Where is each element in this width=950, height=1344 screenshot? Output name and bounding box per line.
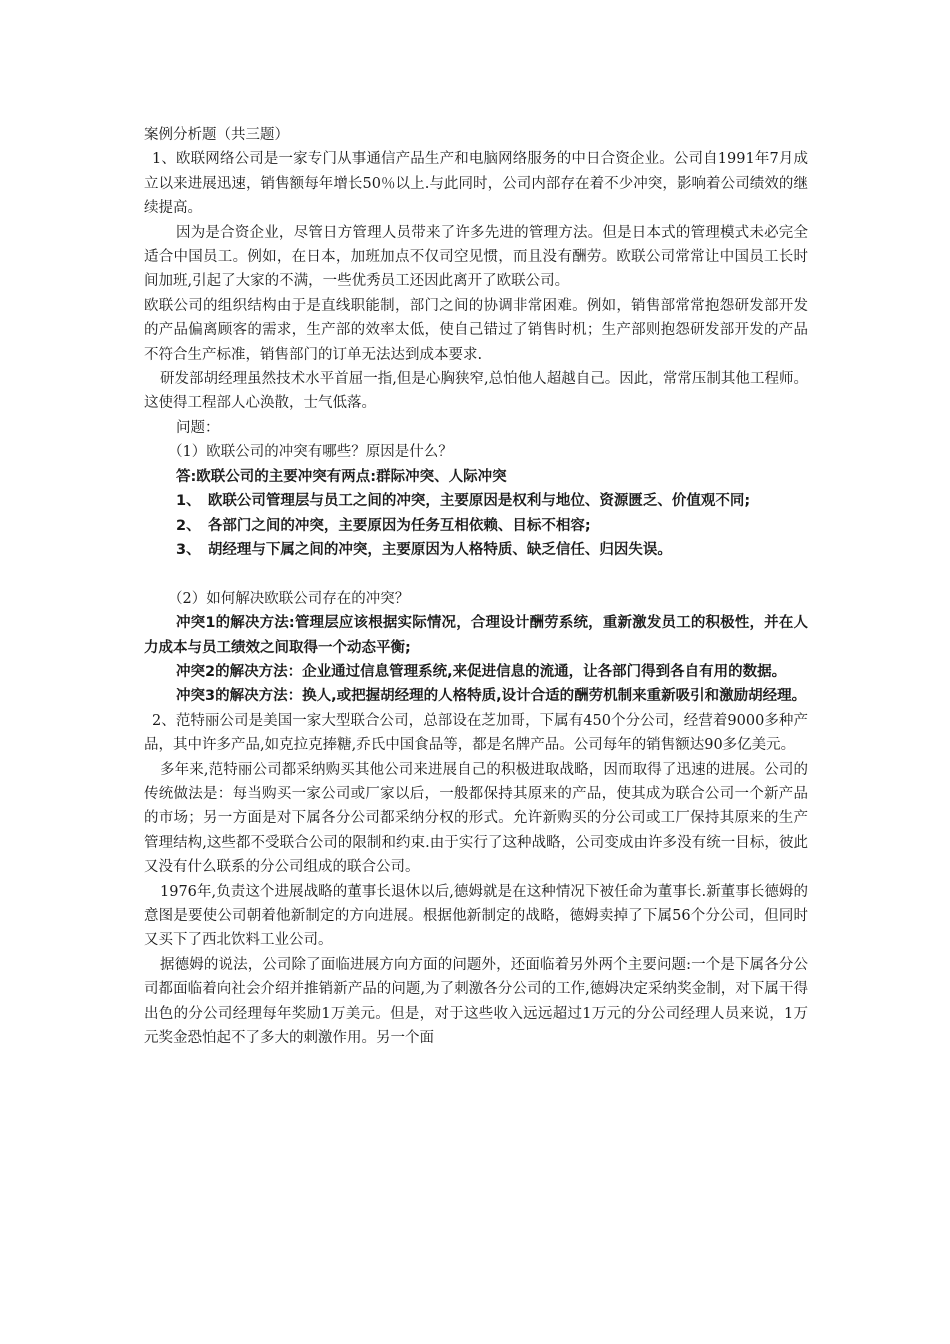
answer-2-item-1: 冲突1的解决方法:管理层应该根据实际情况，合理设计酬劳系统，重新激发员工的积极性，并在人力成本与员工绩效之间取得一个动态平衡; xyxy=(144,615,808,656)
case1-paragraph-4: 研发部胡经理虽然技术水平首屈一指,但是心胸狭窄,总怕他人超越自己。因此，常常压制其他工程师。这使得工程部人心涣散，士气低落。 xyxy=(144,371,808,412)
question-1: （1）欧联公司的冲突有哪些？原因是什么？ xyxy=(168,444,453,461)
answer-1-item-3: 3、 胡经理与下属之间的冲突，主要原因为人格特质、缺乏信任、归因失误。 xyxy=(176,541,672,558)
answer-2-item-3: 冲突3的解决方法：换人,或把握胡经理的人格特质,设计合适的酬劳机制来重新吸引和激励胡经理。 xyxy=(176,688,807,705)
case2-paragraph-4: 据德姆的说法，公司除了面临进展方向方面的问题外，还面临着另外两个主要问题:一个是下属各分公司都面临着向社会介绍并推销新产品的问题,为了刺激各分公司的工作,德姆决定采纳奖金制，对下属干得出色的分公司经理每年奖励1万美元。但是，对于这些收入远远超过1万元的分公司经理人员来说，1万元奖金恐怕起不了多大的刺激作用。另一个面 xyxy=(144,956,808,1047)
answer-1-item-1: 1、 欧联公司管理层与员工之间的冲突，主要原因是权利与地位、资源匮乏、价值观不同; xyxy=(176,493,751,510)
case2-paragraph-3: 1976年,负责这个进展战略的董事长退休以后,德姆就是在这种情况下被任命为董事长.新董事长德姆的意图是要使公司朝着他新制定的方向进展。根据他新制定的战略，德姆卖掉了下属56个分公司，但同时又买下了西北饮料工业公司。 xyxy=(144,883,808,949)
case2-paragraph-2: 多年来,范特丽公司都采纳购买其他公司来进展自己的积极进取战略，因而取得了迅速的进展。公司的传统做法是：每当购买一家公司或厂家以后，一般都保持其原来的产品，使其成为联合公司一个新产品的市场；另一方面是对下属各分公司都采纳分权的形式。允许新购买的分公司或工厂保持其原来的生产管理结构,这些都不受联合公司的限制和约束.由于实行了这种战略，公司变成由许多没有统一目标，彼此又没有什么联系的分公司组成的联合公司。 xyxy=(144,761,808,876)
document-page xyxy=(144,123,808,1050)
answer-1-intro: 答:欧联公司的主要冲突有两点:群际冲突、人际冲突 xyxy=(176,468,507,485)
question-2: （2）如何解决欧联公司存在的冲突？ xyxy=(168,590,410,607)
answer-1-item-2: 2、 各部门之间的冲突，主要原因为任务互相依赖、目标不相容; xyxy=(176,517,591,534)
case2-paragraph-1: 2、范特丽公司是美国一家大型联合公司，总部设在芝加哥，下属有450个分公司，经营着9000多种产品，其中许多产品,如克拉克捧糖,乔氏中国食品等，都是名牌产品。公司每年的销售额达90多亿美元。 xyxy=(144,712,808,754)
case1-paragraph-3: 欧联公司的组织结构由于是直线职能制，部门之间的协调非常困难。例如，销售部常常抱怨研发部开发的产品偏离顾客的需求，生产部的效率太低，使自己错过了销售时机；生产部则抱怨研发部开发的产品不符合生产标准，销售部门的订单无法达到成本要求. xyxy=(144,297,808,363)
case1-paragraph-2: 因为是合资企业，尽管日方管理人员带来了许多先进的管理方法。但是日本式的管理模式未必完全适合中国员工。例如，在日本，加班加点不仅司空见惯，而且没有酬劳。欧联公司常常让中国员工长时间加班,引起了大家的不满，一些优秀员工还因此离开了欧联公司。 xyxy=(144,224,808,290)
answer-2-item-2: 冲突2的解决方法：企业通过信息管理系统,来促进信息的流通，让各部门得到各自有用的数据。 xyxy=(176,663,787,680)
case1-paragraph-1: 1、欧联网络公司是一家专门从事通信产品生产和电脑网络服务的中日合资企业。公司自1991年7月成立以来进展迅速，销售额每年增长50％以上.与此同时，公司内部存在着不少冲突，影响着公司绩效的继续提高。 xyxy=(144,151,808,217)
questions-label: 问题： xyxy=(176,419,220,436)
spacer xyxy=(144,562,808,586)
document-title: 案例分析题（共三题） xyxy=(144,127,289,143)
